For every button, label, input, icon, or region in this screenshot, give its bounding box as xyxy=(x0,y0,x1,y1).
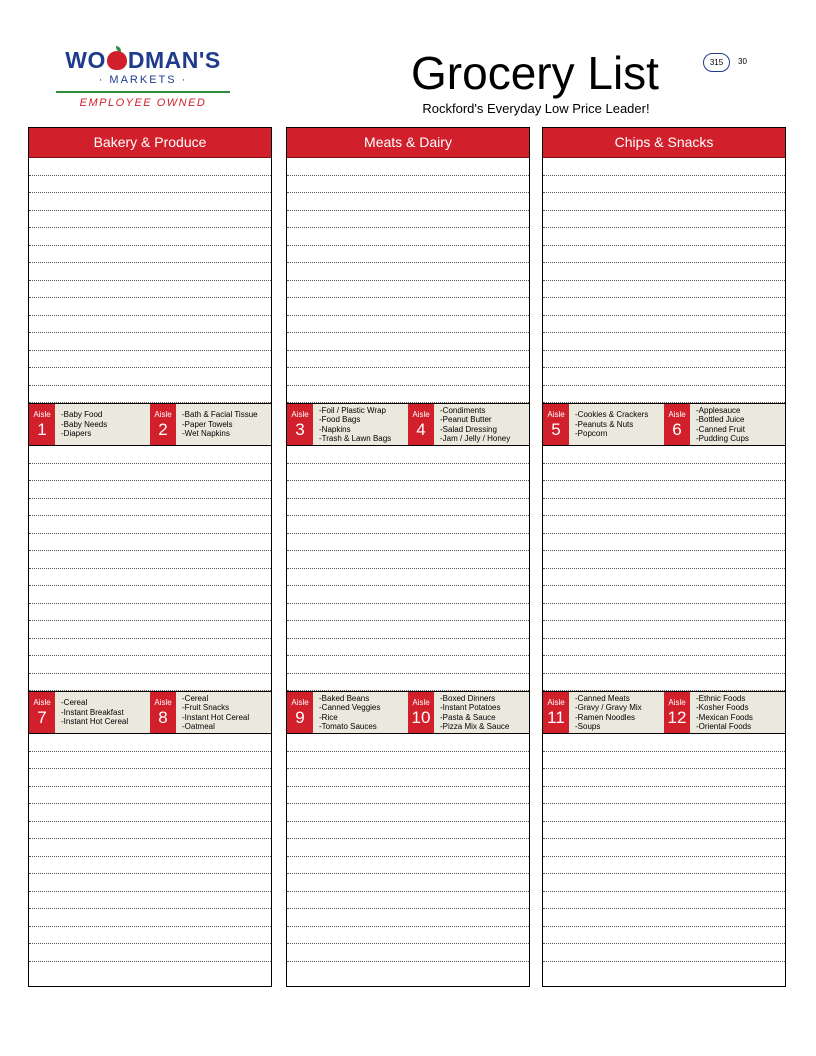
writing-line[interactable] xyxy=(287,316,529,334)
writing-line[interactable] xyxy=(287,499,529,517)
writing-line[interactable] xyxy=(29,333,271,351)
column-bakery-produce xyxy=(28,127,272,987)
writing-line[interactable] xyxy=(543,158,785,176)
aisle-items xyxy=(182,692,249,733)
writing-line[interactable] xyxy=(287,516,529,534)
writing-line[interactable] xyxy=(543,551,785,569)
aisle-item: -Diapers xyxy=(61,429,92,439)
aisle-12 xyxy=(664,692,785,733)
writing-line[interactable] xyxy=(287,734,529,752)
aisle-9 xyxy=(287,692,408,733)
writing-line[interactable] xyxy=(29,839,271,857)
aisle-item: -Ethnic Foods xyxy=(696,693,746,703)
writing-line[interactable] xyxy=(287,193,529,211)
writing-line[interactable] xyxy=(287,551,529,569)
logo-employee-owned: EMPLOYEE OWNED xyxy=(79,97,207,109)
writing-line[interactable] xyxy=(29,368,271,386)
aisle-items xyxy=(696,692,753,733)
aisle-label: Aisle xyxy=(668,410,686,419)
writing-line[interactable] xyxy=(29,246,271,264)
writing-line[interactable] xyxy=(29,281,271,299)
column-header: Chips & Snacks xyxy=(543,128,785,158)
aisle-label: Aisle xyxy=(412,698,430,707)
writing-line[interactable] xyxy=(287,368,529,386)
writing-line[interactable] xyxy=(29,516,271,534)
writing-line[interactable] xyxy=(29,787,271,805)
writing-line[interactable] xyxy=(287,787,529,805)
aisle-label: Aisle xyxy=(154,410,172,419)
writing-line[interactable] xyxy=(287,769,529,787)
page-title: Grocery List xyxy=(411,47,659,99)
page-subtitle: Rockford's Everyday Low Price Leader! xyxy=(422,101,650,116)
aisle-item: -Baby Food xyxy=(61,410,103,420)
writing-line[interactable] xyxy=(543,211,785,229)
writing-line[interactable] xyxy=(29,211,271,229)
writing-line[interactable] xyxy=(287,804,529,822)
aisle-items xyxy=(61,404,107,445)
writing-line[interactable] xyxy=(287,569,529,587)
writing-line[interactable] xyxy=(287,481,529,499)
aisle-6 xyxy=(664,404,785,445)
aisle-item: -Cereal xyxy=(61,698,88,708)
aisle-number: 12 xyxy=(667,708,687,727)
writing-line[interactable] xyxy=(29,752,271,770)
writing-line[interactable] xyxy=(29,193,271,211)
writing-line[interactable] xyxy=(287,534,529,552)
writing-line[interactable] xyxy=(29,734,271,752)
logo-wordmark xyxy=(54,48,232,72)
aisle-item: -Paper Towels xyxy=(182,419,233,429)
writing-line[interactable] xyxy=(287,158,529,176)
aisle-7 xyxy=(29,692,150,733)
writing-line[interactable] xyxy=(543,927,785,945)
writing-line[interactable] xyxy=(287,351,529,369)
writing-line[interactable] xyxy=(29,927,271,945)
logo-markets: · MARKETS · xyxy=(98,74,188,86)
writing-line[interactable] xyxy=(543,822,785,840)
aisle-item: -Bath & Facial Tissue xyxy=(182,410,258,420)
aisle-item: -Salad Dressing xyxy=(440,424,497,434)
writing-line[interactable] xyxy=(29,446,271,464)
aisle-item: -Napkins xyxy=(319,424,351,434)
aisle-item: -Mexican Foods xyxy=(696,712,753,722)
badge-number: 30 xyxy=(738,57,747,66)
writing-lines xyxy=(543,446,785,691)
writing-line[interactable] xyxy=(543,316,785,334)
aisle-item: -Ramen Noodles xyxy=(575,712,636,722)
writing-line[interactable] xyxy=(29,351,271,369)
aisle-items xyxy=(440,692,509,733)
aisle-label: Aisle xyxy=(33,410,51,419)
writing-line[interactable] xyxy=(29,639,271,657)
aisle-number: 6 xyxy=(672,420,682,439)
writing-line[interactable] xyxy=(543,857,785,875)
writing-line[interactable] xyxy=(29,499,271,517)
aisle-label: Aisle xyxy=(547,698,565,707)
writing-line[interactable] xyxy=(287,909,529,927)
store-badge: 315 xyxy=(703,53,730,72)
writing-line[interactable] xyxy=(543,769,785,787)
aisle-number: 3 xyxy=(295,420,305,439)
writing-line[interactable] xyxy=(543,386,785,404)
aisle-item: -Condiments xyxy=(440,405,486,415)
writing-line[interactable] xyxy=(543,892,785,910)
writing-line[interactable] xyxy=(543,464,785,482)
aisle-item: -Bottled Juice xyxy=(696,415,745,424)
writing-line[interactable] xyxy=(543,639,785,657)
writing-line[interactable] xyxy=(543,787,785,805)
writing-line[interactable] xyxy=(287,621,529,639)
aisle-item: -Baked Beans xyxy=(319,693,370,703)
writing-line[interactable] xyxy=(543,481,785,499)
aisle-label: Aisle xyxy=(547,410,565,419)
aisle-number-box xyxy=(287,404,313,445)
writing-line[interactable] xyxy=(543,569,785,587)
writing-line[interactable] xyxy=(287,464,529,482)
aisle-number: 10 xyxy=(411,708,431,727)
writing-line[interactable] xyxy=(543,604,785,622)
writing-line[interactable] xyxy=(287,822,529,840)
aisle-10 xyxy=(408,692,529,733)
writing-line[interactable] xyxy=(29,176,271,194)
aisle-number: 2 xyxy=(158,420,168,439)
logo-divider xyxy=(56,91,230,93)
writing-line[interactable] xyxy=(543,499,785,517)
aisle-number-box xyxy=(408,404,434,445)
writing-lines xyxy=(29,158,271,403)
writing-line[interactable] xyxy=(287,874,529,892)
woodmans-logo xyxy=(54,48,232,116)
writing-line[interactable] xyxy=(543,752,785,770)
aisle-5 xyxy=(543,404,664,445)
aisle-number: 9 xyxy=(295,708,305,727)
aisle-label: Aisle xyxy=(291,410,309,419)
writing-line[interactable] xyxy=(287,639,529,657)
aisle-number-box xyxy=(664,404,690,445)
aisle-items xyxy=(182,404,258,445)
aisle-item: -Cereal xyxy=(182,693,209,703)
writing-line[interactable] xyxy=(29,857,271,875)
aisle-item: -Instant Breakfast xyxy=(61,707,124,717)
writing-line[interactable] xyxy=(29,892,271,910)
writing-line[interactable] xyxy=(287,211,529,229)
aisle-item: -Pudding Cups xyxy=(696,434,749,443)
aisle-4 xyxy=(408,404,529,445)
writing-line[interactable] xyxy=(29,586,271,604)
column-meats-dairy xyxy=(286,127,530,987)
aisle-item: -Tomato Sauces xyxy=(319,722,377,731)
aisle-8 xyxy=(150,692,271,733)
aisle-item: -Soups xyxy=(575,722,601,731)
writing-line[interactable] xyxy=(29,481,271,499)
aisle-3 xyxy=(287,404,408,445)
aisle-number: 7 xyxy=(37,708,47,727)
aisle-label: Aisle xyxy=(154,698,172,707)
writing-line[interactable] xyxy=(29,551,271,569)
writing-line[interactable] xyxy=(29,944,271,962)
writing-line[interactable] xyxy=(29,298,271,316)
aisle-band xyxy=(29,403,271,446)
column-chips-snacks xyxy=(542,127,786,987)
writing-lines xyxy=(29,734,271,962)
writing-line[interactable] xyxy=(543,516,785,534)
aisle-item: -Cookies & Crackers xyxy=(575,410,649,420)
aisle-item: -Instant Hot Cereal xyxy=(61,717,129,727)
writing-line[interactable] xyxy=(29,822,271,840)
writing-line[interactable] xyxy=(29,386,271,404)
writing-line[interactable] xyxy=(543,351,785,369)
aisle-item: -Pizza Mix & Sauce xyxy=(440,722,510,731)
writing-line[interactable] xyxy=(29,569,271,587)
aisle-items xyxy=(696,404,749,445)
writing-line[interactable] xyxy=(287,892,529,910)
aisle-item: -Oriental Foods xyxy=(696,722,752,731)
writing-line[interactable] xyxy=(29,874,271,892)
writing-line[interactable] xyxy=(543,621,785,639)
aisle-item: -Applesauce xyxy=(696,405,741,415)
aisle-band xyxy=(287,403,529,446)
aisle-number-box xyxy=(664,692,690,733)
writing-lines xyxy=(287,446,529,691)
writing-line[interactable] xyxy=(29,674,271,692)
aisle-number-box xyxy=(543,404,569,445)
aisle-band xyxy=(29,691,271,734)
aisle-items xyxy=(575,692,642,733)
aisle-item: -Canned Fruit xyxy=(696,424,745,434)
aisle-number: 5 xyxy=(551,420,561,439)
writing-line[interactable] xyxy=(287,839,529,857)
aisle-item: -Instant Potatoes xyxy=(440,703,501,712)
writing-line[interactable] xyxy=(287,386,529,404)
writing-line[interactable] xyxy=(287,656,529,674)
aisle-item: -Fruit Snacks xyxy=(182,703,230,712)
aisle-items xyxy=(319,692,380,733)
writing-line[interactable] xyxy=(543,839,785,857)
writing-line[interactable] xyxy=(543,909,785,927)
aisle-number-box xyxy=(408,692,434,733)
aisle-item: -Trash & Lawn Bags xyxy=(319,434,392,443)
writing-line[interactable] xyxy=(29,228,271,246)
aisle-item: -Canned Veggies xyxy=(319,703,381,712)
writing-line[interactable] xyxy=(543,804,785,822)
aisle-items xyxy=(440,404,510,445)
aisle-number-box xyxy=(287,692,313,733)
aisle-item: -Rice xyxy=(319,712,338,722)
aisle-item: -Peanuts & Nuts xyxy=(575,419,634,429)
writing-line[interactable] xyxy=(29,316,271,334)
aisle-item: -Gravy / Gravy Mix xyxy=(575,703,642,712)
writing-line[interactable] xyxy=(29,769,271,787)
writing-line[interactable] xyxy=(29,534,271,552)
writing-line[interactable] xyxy=(543,656,785,674)
writing-line[interactable] xyxy=(543,368,785,386)
writing-line[interactable] xyxy=(543,176,785,194)
aisle-items xyxy=(319,404,391,445)
writing-line[interactable] xyxy=(287,263,529,281)
writing-line[interactable] xyxy=(287,586,529,604)
writing-line[interactable] xyxy=(287,944,529,962)
writing-line[interactable] xyxy=(287,281,529,299)
writing-line[interactable] xyxy=(287,176,529,194)
writing-line[interactable] xyxy=(29,158,271,176)
logo-brand-part-2: DMAN'S xyxy=(127,47,221,73)
aisle-number-box xyxy=(29,404,55,445)
aisle-1 xyxy=(29,404,150,445)
writing-line[interactable] xyxy=(287,298,529,316)
writing-lines xyxy=(543,158,785,403)
aisle-item: -Jam / Jelly / Honey xyxy=(440,434,511,443)
writing-line[interactable] xyxy=(29,804,271,822)
writing-line[interactable] xyxy=(543,874,785,892)
writing-line[interactable] xyxy=(287,752,529,770)
writing-line[interactable] xyxy=(287,246,529,264)
apple-icon xyxy=(107,51,127,70)
writing-line[interactable] xyxy=(29,604,271,622)
writing-line[interactable] xyxy=(29,263,271,281)
aisle-band xyxy=(543,403,785,446)
aisle-number: 8 xyxy=(158,708,168,727)
aisle-item: -Instant Hot Cereal xyxy=(182,712,250,722)
writing-line[interactable] xyxy=(29,464,271,482)
aisle-band xyxy=(287,691,529,734)
aisle-item: -Canned Meats xyxy=(575,693,630,703)
aisle-item: -Boxed Dinners xyxy=(440,693,496,703)
writing-line[interactable] xyxy=(543,586,785,604)
aisle-label: Aisle xyxy=(33,698,51,707)
writing-line[interactable] xyxy=(543,333,785,351)
writing-line[interactable] xyxy=(543,734,785,752)
writing-line[interactable] xyxy=(287,446,529,464)
aisle-item: -Wet Napkins xyxy=(182,429,230,439)
aisle-number-box xyxy=(150,692,176,733)
aisle-items xyxy=(575,404,648,445)
writing-line[interactable] xyxy=(543,298,785,316)
writing-line[interactable] xyxy=(287,857,529,875)
aisle-number: 1 xyxy=(37,420,47,439)
column-header: Meats & Dairy xyxy=(287,128,529,158)
writing-line[interactable] xyxy=(543,246,785,264)
writing-line[interactable] xyxy=(29,909,271,927)
aisle-2 xyxy=(150,404,271,445)
writing-line[interactable] xyxy=(543,281,785,299)
writing-line[interactable] xyxy=(287,604,529,622)
aisle-label: Aisle xyxy=(291,698,309,707)
writing-line[interactable] xyxy=(543,228,785,246)
writing-line[interactable] xyxy=(543,674,785,692)
writing-line[interactable] xyxy=(29,621,271,639)
aisle-label: Aisle xyxy=(412,410,430,419)
writing-line[interactable] xyxy=(287,228,529,246)
aisle-item: -Peanut Butter xyxy=(440,415,492,424)
aisle-11 xyxy=(543,692,664,733)
writing-line[interactable] xyxy=(543,263,785,281)
aisle-number-box xyxy=(150,404,176,445)
aisle-number: 11 xyxy=(547,708,565,727)
aisle-items xyxy=(61,692,128,733)
aisle-item: -Baby Needs xyxy=(61,419,108,429)
aisle-item: -Oatmeal xyxy=(182,722,215,731)
writing-line[interactable] xyxy=(543,534,785,552)
writing-line[interactable] xyxy=(543,193,785,211)
writing-lines xyxy=(29,446,271,691)
writing-line[interactable] xyxy=(287,333,529,351)
column-header: Bakery & Produce xyxy=(29,128,271,158)
aisle-number-box xyxy=(29,692,55,733)
writing-line[interactable] xyxy=(287,927,529,945)
writing-line[interactable] xyxy=(287,674,529,692)
aisle-item: -Food Bags xyxy=(319,415,361,424)
aisle-number-box xyxy=(543,692,569,733)
aisle-item: -Foil / Plastic Wrap xyxy=(319,405,386,415)
writing-line[interactable] xyxy=(29,656,271,674)
aisle-item: -Pasta & Sauce xyxy=(440,712,496,722)
writing-line[interactable] xyxy=(543,944,785,962)
aisle-number: 4 xyxy=(416,420,426,439)
aisle-band xyxy=(543,691,785,734)
writing-lines xyxy=(543,734,785,962)
writing-lines xyxy=(287,734,529,962)
logo-brand-part-1: WO xyxy=(65,47,106,73)
aisle-label: Aisle xyxy=(668,698,686,707)
aisle-item: -Kosher Foods xyxy=(696,703,749,712)
writing-line[interactable] xyxy=(543,446,785,464)
writing-lines xyxy=(287,158,529,403)
aisle-item: -Popcorn xyxy=(575,429,608,439)
